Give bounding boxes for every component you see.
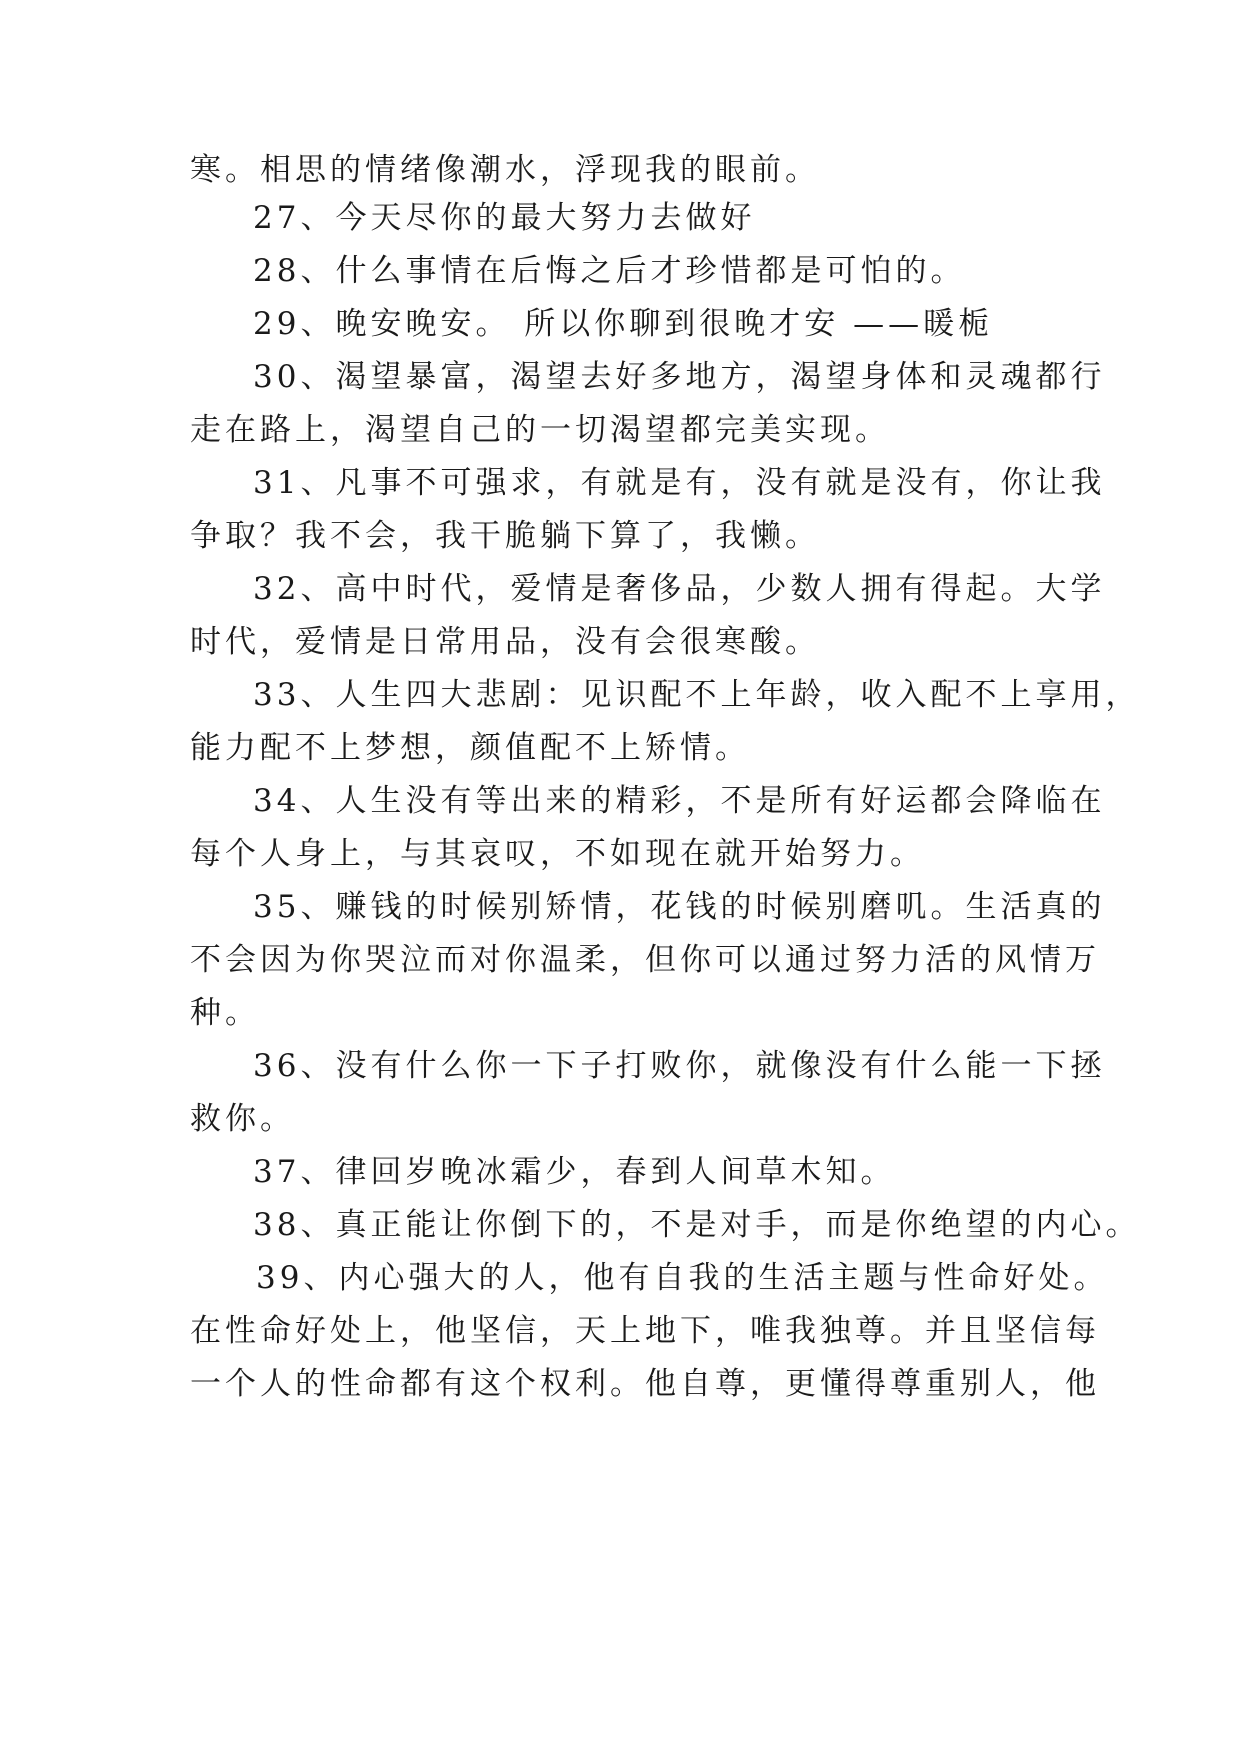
text-line: 救你。 xyxy=(190,1101,295,1137)
text-line: 38、真正能让你倒下的，不是对手，而是你绝望的内心。 xyxy=(253,1207,1141,1243)
text-line: 走在路上，渴望自己的一切渴望都完美实现。 xyxy=(190,412,890,448)
text-line: 35、赚钱的时候别矫情，花钱的时候别磨叽。生活真的 xyxy=(253,889,1106,925)
text-line: 27、今天尽你的最大努力去做好 xyxy=(253,200,756,236)
text-line: 36、没有什么你一下子打败你，就像没有什么能一下拯 xyxy=(253,1048,1106,1084)
text-line: 32、高中时代，爱情是奢侈品，少数人拥有得起。大学 xyxy=(253,571,1106,607)
text-line: 39、内心强大的人，他有自我的生活主题与性命好处。 xyxy=(256,1260,1109,1296)
text-line: 寒。相思的情绪像潮水，浮现我的眼前。 xyxy=(190,152,820,188)
text-line: 31、凡事不可强求，有就是有，没有就是没有，你让我 xyxy=(253,465,1106,501)
text-line: 每个人身上，与其哀叹，不如现在就开始努力。 xyxy=(190,836,925,872)
text-line: 29、晚安晚安。 所以你聊到很晚才安 ——暖栀 xyxy=(253,306,994,342)
text-line: 不会因为你哭泣而对你温柔，但你可以通过努力活的风情万 xyxy=(190,942,1100,978)
text-line: 30、渴望暴富，渴望去好多地方，渴望身体和灵魂都行 xyxy=(253,359,1106,395)
text-line: 37、律回岁晚冰霜少，春到人间草木知。 xyxy=(253,1154,896,1190)
text-line: 一个人的性命都有这个权利。他自尊，更懂得尊重别人，他 xyxy=(190,1366,1100,1402)
text-line: 28、什么事情在后悔之后才珍惜都是可怕的。 xyxy=(253,253,966,289)
text-line: 争取？我不会，我干脆躺下算了，我懒。 xyxy=(190,518,820,554)
text-line: 在性命好处上，他坚信，天上地下，唯我独尊。并且坚信每 xyxy=(190,1313,1100,1349)
text-line: 33、人生四大悲剧：见识配不上年龄，收入配不上享用， xyxy=(253,677,1141,713)
text-line: 能力配不上梦想，颜值配不上矫情。 xyxy=(190,730,750,766)
text-line: 34、人生没有等出来的精彩，不是所有好运都会降临在 xyxy=(253,783,1106,819)
text-line: 时代，爱情是日常用品，没有会很寒酸。 xyxy=(190,624,820,660)
text-line: 种。 xyxy=(190,995,260,1031)
